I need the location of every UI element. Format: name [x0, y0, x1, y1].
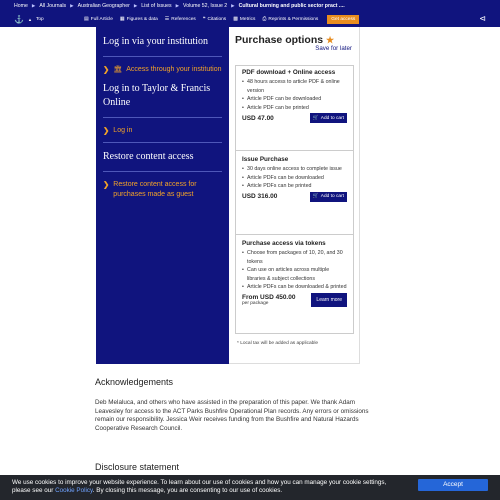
add-to-cart-button[interactable]	[310, 113, 347, 123]
current-article-crumb: Cultural burning and public sector pract ....	[238, 2, 345, 9]
card-bullet: • 48 hours access to article PDF & online version	[242, 78, 347, 95]
issue-link[interactable]: Volume 52, Issue 2	[183, 2, 228, 9]
metrics-icon: ▩	[233, 16, 238, 22]
price-row	[242, 293, 347, 307]
nav-label: Figures & data	[126, 16, 158, 22]
institution-login-heading: Log in via your institution	[103, 36, 208, 47]
nav-label: Reprints & Permissions	[268, 16, 319, 22]
card-bullet: • Article PDF can be downloaded	[242, 95, 347, 104]
divider	[103, 56, 222, 57]
price-sub: per package	[242, 300, 269, 306]
price-row	[242, 113, 347, 123]
divider	[103, 117, 222, 118]
card-bullet: • Choose from packages of 10, 20, and 30 tokens	[242, 249, 347, 266]
nav-label: Full Article	[90, 16, 113, 22]
chevron-right-icon: ▶	[175, 2, 180, 8]
figures-icon: ▦	[119, 16, 125, 22]
learn-more-button[interactable]: Learn more	[311, 293, 347, 307]
card-bullet: • Article PDF can be printed	[242, 104, 347, 113]
cookie-banner	[0, 475, 500, 500]
card-title: Issue Purchase	[242, 156, 289, 163]
card-title: PDF download + Online access	[242, 69, 336, 76]
caret-up-icon: ▲	[27, 16, 32, 22]
nav-references[interactable]	[165, 16, 196, 22]
top-label: Top	[35, 16, 44, 22]
restore-link-label: Restore content access for purchases made as guest	[113, 181, 197, 198]
chevron-right-icon: ❯	[103, 180, 110, 189]
reprints-icon: ⎙	[262, 16, 267, 22]
top-link[interactable]	[0, 15, 84, 24]
acknowledgements-text: Deb Melaluca, and others who have assisted in the preparation of this paper. We thank Adam Leavesley for access to the ACT Parks Bushfire Operational Plan records. Any errors or omissions remain our responsibility. Jessica Weir receives funding from the Bushfire and Natural Hazards Cooperative Research Council.	[95, 399, 369, 432]
nav-figures[interactable]	[120, 16, 158, 22]
card-bullets	[242, 249, 347, 292]
share-icon[interactable]: ⊲	[479, 14, 486, 23]
tax-note: * Local tax will be added as applicable	[237, 341, 319, 346]
cart-icon: 🛒	[312, 194, 319, 199]
restore-heading: Restore content access	[103, 151, 194, 162]
nav-label: Citations	[207, 16, 227, 22]
ship-logo-icon: ⚓	[14, 14, 24, 24]
chevron-right-icon: ▶	[231, 2, 235, 8]
card-bullets	[242, 78, 347, 112]
button-label: Add to cart	[320, 194, 344, 199]
price: From USD 450.00	[242, 293, 296, 301]
card-title: Purchase access via tokens	[242, 240, 326, 247]
pdf-online-card	[235, 65, 354, 151]
nav-citations[interactable]	[203, 16, 226, 22]
divider	[103, 171, 222, 172]
card-bullets	[242, 165, 347, 191]
breadcrumb	[0, 0, 500, 11]
cookie-text-part: please see our	[12, 486, 54, 494]
card-bullet: • Can use on articles across multiple libraries & subject collections	[242, 266, 347, 283]
get-access-button[interactable]: Get access	[327, 15, 359, 24]
divider	[103, 142, 222, 143]
tf-login-link[interactable]	[103, 126, 222, 136]
nav-label: References	[171, 16, 196, 22]
nav-metrics[interactable]	[233, 16, 255, 22]
journal-link[interactable]: Australian Geographer	[77, 2, 130, 9]
price: USD 316.00	[242, 193, 278, 200]
disclosure-heading: Disclosure statement	[95, 462, 180, 472]
purchase-title-text: Purchase options	[235, 34, 324, 46]
cookie-text-part: . By closing this message, you are consenting to our use of cookies.	[92, 486, 283, 494]
full-article-icon: ▤	[84, 16, 89, 22]
chevron-right-icon: ▶	[133, 2, 138, 8]
references-icon: ☰	[164, 16, 170, 22]
purchase-panel	[229, 27, 360, 364]
nav-links	[84, 15, 359, 24]
price: USD 47.00	[242, 114, 274, 122]
save-for-later-link[interactable]: Save for later	[315, 45, 352, 52]
token-purchase-card	[235, 234, 354, 334]
nav-full-article[interactable]	[84, 16, 113, 22]
cookie-text-line-2	[12, 487, 488, 495]
article-nav	[0, 11, 500, 27]
nav-label: Metrics	[239, 16, 256, 22]
chevron-right-icon: ❯	[103, 65, 110, 74]
chevron-right-icon: ❯	[103, 125, 110, 135]
tf-login-heading: Log in to Taylor & Francis Online	[103, 82, 211, 108]
card-bullet: • Article PDFs can be downloaded & printed	[242, 283, 347, 292]
login-panel	[96, 27, 229, 364]
cookie-policy-link[interactable]: Cookie Policy	[55, 486, 93, 494]
cookie-text-line-1: We use cookies to improve your website experience. To learn about our use of cookies and how you can manage your cookie settings,	[12, 479, 387, 486]
list-of-issues-link[interactable]: List of Issues	[141, 2, 172, 9]
home-link[interactable]: Home	[14, 2, 28, 9]
card-bullet: • Article PDFs can be downloaded	[242, 174, 347, 183]
price-block	[242, 294, 295, 306]
restore-access-link[interactable]	[103, 180, 222, 199]
tf-login-label: Log in	[113, 126, 133, 134]
nav-reprints[interactable]	[262, 16, 318, 22]
star-icon: ★	[326, 35, 335, 45]
card-bullet: • Article PDFs can be printed	[242, 182, 347, 191]
chevron-right-icon: ▶	[31, 2, 36, 8]
cart-icon: 🛒	[312, 115, 319, 121]
add-to-cart-button[interactable]	[310, 192, 347, 202]
citations-icon: ❝	[202, 16, 206, 22]
accept-cookies-button[interactable]: Accept	[418, 479, 488, 491]
chevron-right-icon: ▶	[70, 2, 74, 8]
institution-access-link[interactable]	[103, 65, 222, 75]
institution-icon: 🏛	[113, 66, 123, 73]
all-journals-link[interactable]: All Journals	[39, 2, 67, 9]
acknowledgements-heading: Acknowledgements	[95, 377, 174, 387]
button-label: Add to cart	[320, 115, 344, 121]
card-bullet: • 30 days online access to complete issue	[242, 165, 347, 174]
price-row	[242, 192, 347, 202]
institution-link-label: Access through your institution	[126, 66, 222, 73]
